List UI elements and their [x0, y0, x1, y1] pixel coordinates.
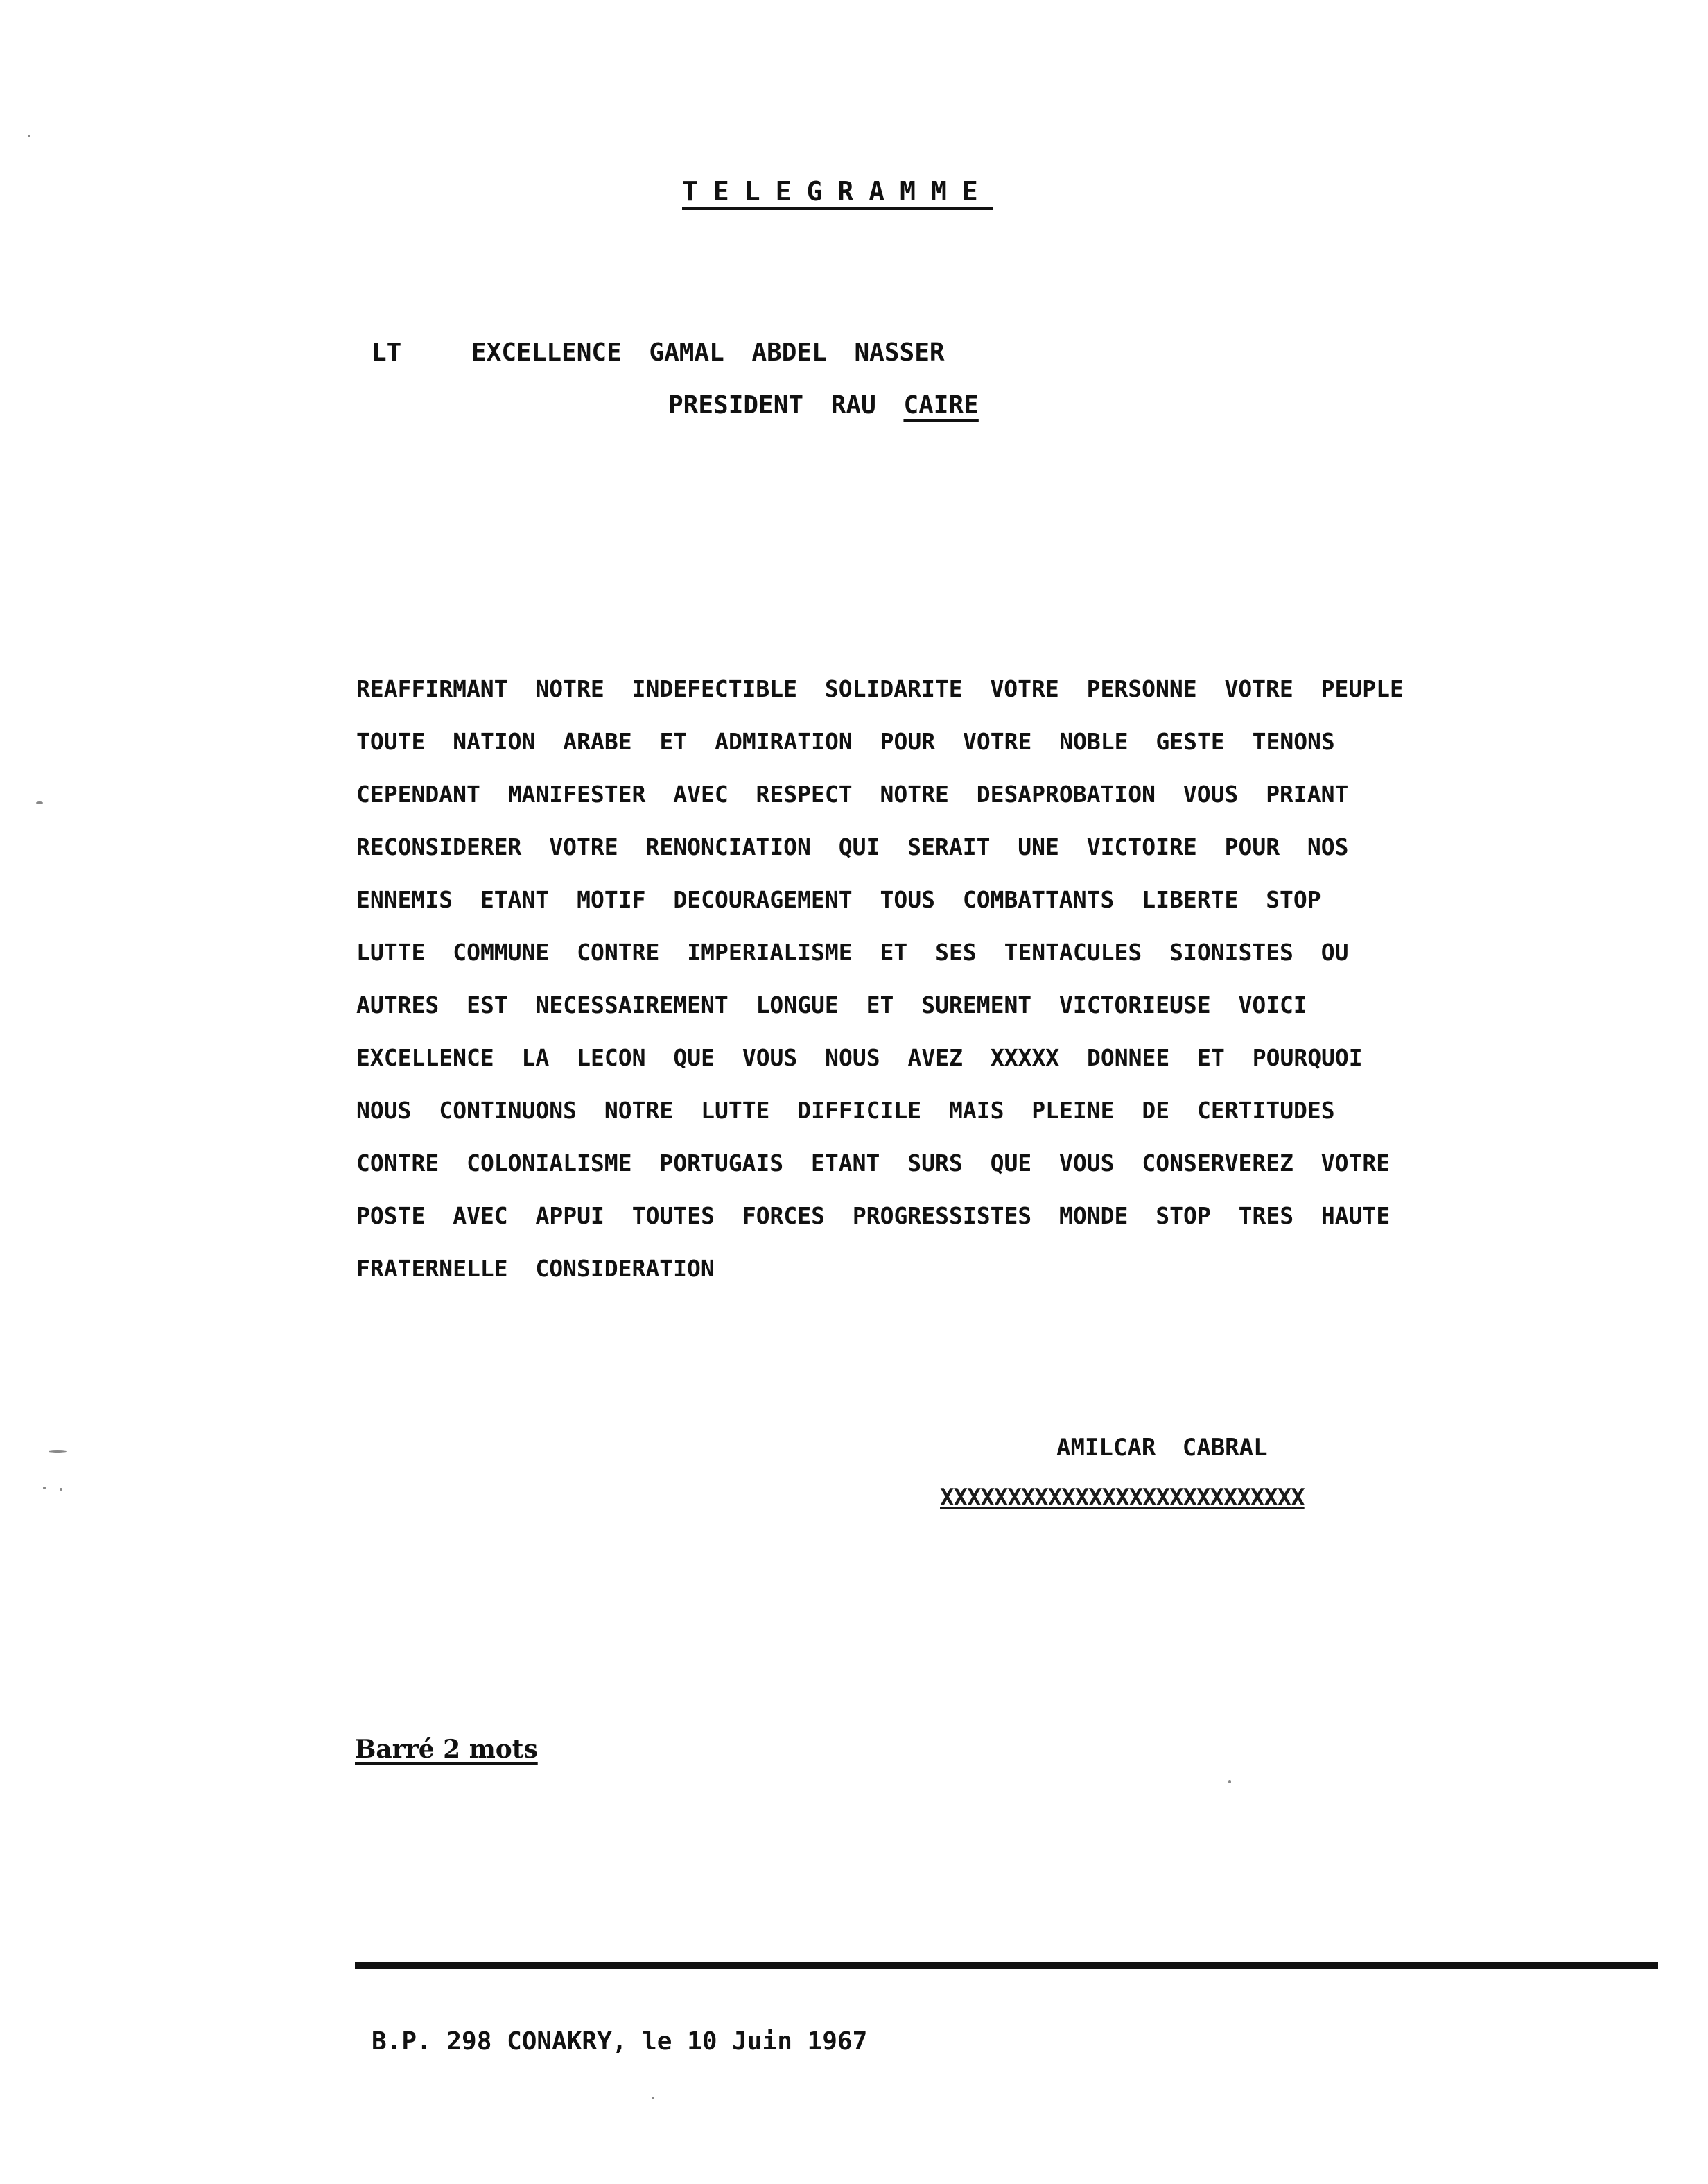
body-line: LUTTE COMMUNE CONTRE IMPERIALISME ET SES TENTACULES SIONISTES OU — [356, 939, 1349, 966]
scan-speck — [28, 135, 31, 137]
scan-speck — [43, 1487, 46, 1489]
address-recipient: EXCELLENCE GAMAL ABDEL NASSER — [471, 338, 945, 367]
telegram-body — [356, 663, 1639, 1295]
struck-out-line: XXXXXXXXXXXXXXXXXXXXXXXXXXX — [940, 1484, 1305, 1511]
body-line: TOUTE NATION ARABE ET ADMIRATION POUR VOTRE NOBLE GESTE TENONS — [356, 728, 1335, 755]
document-title: TELEGRAMME — [682, 176, 993, 207]
scan-speck — [49, 1450, 67, 1453]
body-line: POSTE AVEC APPUI TOUTES FORCES PROGRESSISTES MONDE STOP TRES HAUTE — [356, 1202, 1391, 1229]
address-destination — [668, 391, 979, 419]
strike-note: Barré 2 mots — [355, 1735, 538, 1764]
body-line: EXCELLENCE LA LECON QUE VOUS NOUS AVEZ XXXXX DONNEE ET POURQUOI — [356, 1044, 1363, 1071]
signature: AMILCAR CABRAL — [1056, 1434, 1268, 1462]
scan-speck — [652, 2097, 654, 2099]
scan-speck — [60, 1488, 62, 1491]
body-line: CONTRE COLONIALISME PORTUGAIS ETANT SURS QUE VOUS CONSERVEREZ VOTRE — [356, 1150, 1391, 1177]
address-prefix: LT — [372, 338, 402, 367]
footer-divider — [355, 1962, 1658, 1969]
address-president: PRESIDENT RAU — [668, 391, 904, 419]
address-city: CAIRE — [903, 391, 979, 419]
footer-address-date: B.P. 298 CONAKRY, le 10 Juin 1967 — [372, 2027, 868, 2056]
body-line: RECONSIDERER VOTRE RENONCIATION QUI SERAIT UNE VICTOIRE POUR NOS — [356, 833, 1349, 860]
scan-speck — [36, 801, 43, 804]
body-line: ENNEMIS ETANT MOTIF DECOURAGEMENT TOUS COMBATTANTS LIBERTE STOP — [356, 886, 1321, 913]
body-line: AUTRES EST NECESSAIREMENT LONGUE ET SUREMENT VICTORIEUSE VOICI — [356, 991, 1307, 1019]
scan-speck — [1228, 1780, 1231, 1783]
body-line: CEPENDANT MANIFESTER AVEC RESPECT NOTRE DESAPROBATION VOUS PRIANT — [356, 781, 1349, 808]
body-line: NOUS CONTINUONS NOTRE LUTTE DIFFICILE MAIS PLEINE DE CERTITUDES — [356, 1097, 1335, 1124]
body-line: FRATERNELLE CONSIDERATION — [356, 1255, 715, 1282]
body-line: REAFFIRMANT NOTRE INDEFECTIBLE SOLIDARITE VOTRE PERSONNE VOTRE PEUPLE — [356, 675, 1404, 702]
